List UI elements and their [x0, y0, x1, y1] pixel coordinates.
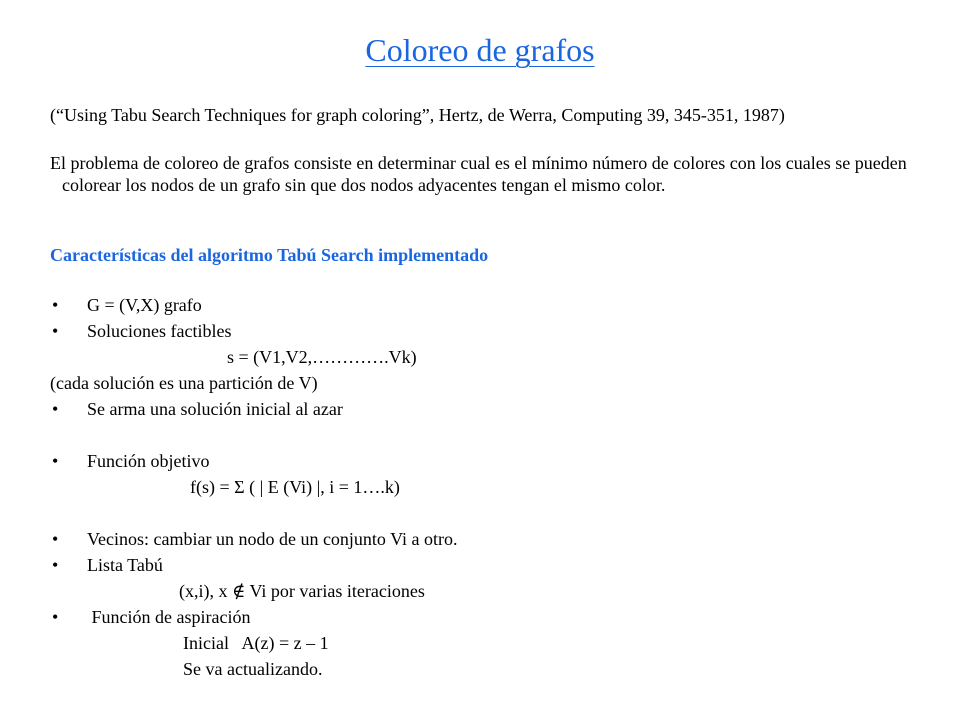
graph-definition: G = (V,X) grafo — [87, 295, 202, 315]
solution-formula: s = (V1,V2,………….Vk) — [227, 347, 417, 367]
objective-formula: f(s) = Σ ( | E (Vi) |, i = 1….k) — [190, 477, 400, 497]
aspiration-initial: Inicial A(z) = z – 1 — [183, 633, 329, 653]
reference-citation: (“Using Tabu Search Techniques for graph coloring”, Hertz, de Werra, Computing 39, 345-351, 1987) — [50, 105, 785, 125]
objective-function: Función objetivo — [87, 451, 210, 471]
bullet-icon: • — [52, 451, 59, 471]
feasible-solutions: Soluciones factibles — [87, 321, 232, 341]
partition-note: (cada solución es una partición de V) — [50, 373, 318, 393]
bullet-icon: • — [52, 321, 59, 341]
bullet-icon: • — [52, 529, 59, 549]
bullet-icon: • — [52, 607, 59, 627]
section-subheading: Características del algoritmo Tabú Search implementado — [50, 245, 489, 265]
bullet-icon: • — [52, 295, 59, 315]
bullet-icon: • — [52, 399, 59, 419]
page-title: Coloreo de grafos — [365, 32, 595, 68]
tabu-list: Lista Tabú — [87, 555, 163, 575]
bullet-icon: • — [52, 555, 59, 575]
tabu-formula: (x,i), x ∉ Vi por varias iteraciones — [179, 581, 425, 601]
neighbors-definition: Vecinos: cambiar un nodo de un conjunto Vi a otro. — [87, 529, 458, 549]
intro-paragraph: El problema de coloreo de grafos consiste en determinar cual es el mínimo número de colores con los cuales se pueden colorear los nodos de un grafo sin que dos nodos adyacentes tengan el mismo color. — [50, 153, 907, 195]
aspiration-function: Función de aspiración — [87, 607, 251, 627]
aspiration-update: Se va actualizando. — [183, 659, 323, 679]
initial-solution: Se arma una solución inicial al azar — [87, 399, 343, 419]
